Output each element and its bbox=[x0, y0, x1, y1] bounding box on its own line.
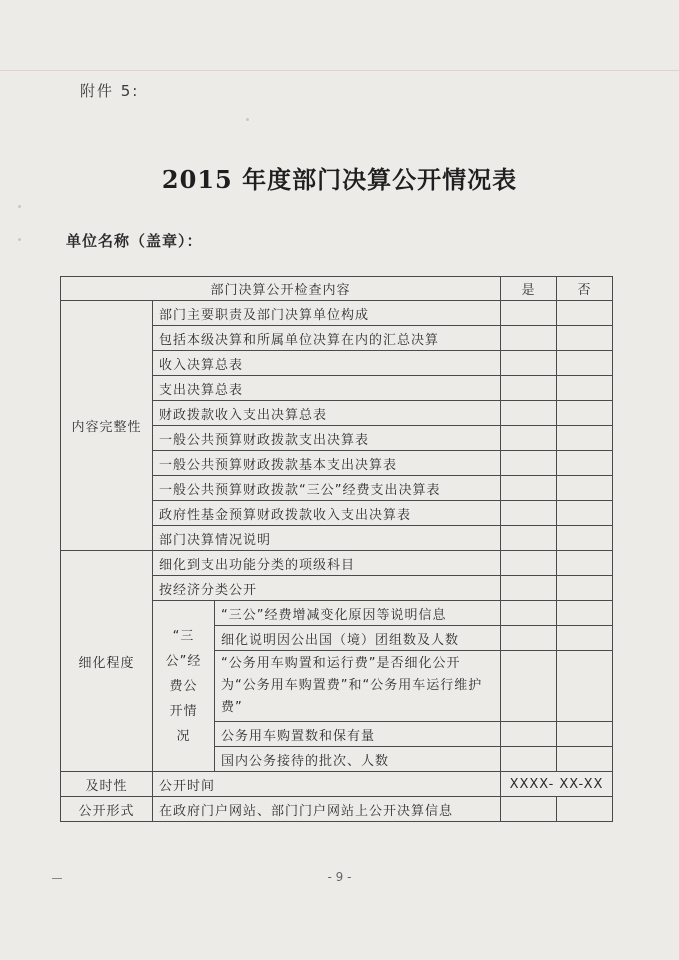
no-cell[interactable] bbox=[557, 651, 613, 722]
item-text: 公开时间 bbox=[153, 772, 501, 797]
document-title: 2015 年度部门决算公开情况表 bbox=[161, 165, 518, 194]
item-text: 一般公共预算财政拨款支出决算表 bbox=[153, 426, 501, 451]
no-cell[interactable] bbox=[557, 501, 613, 526]
item-text: 在政府门户网站、部门门户网站上公开决算信息 bbox=[153, 797, 501, 822]
header-yes: 是 bbox=[501, 277, 557, 301]
header-no: 否 bbox=[557, 277, 613, 301]
item-text: 支出决算总表 bbox=[153, 376, 501, 401]
no-cell[interactable] bbox=[557, 797, 613, 822]
yes-cell[interactable] bbox=[501, 476, 557, 501]
unit-name-label: 单位名称（盖章）： bbox=[66, 232, 203, 250]
publish-date-value[interactable]: XXXX- XX-XX bbox=[501, 772, 613, 797]
item-text: 国内公务接待的批次、人数 bbox=[215, 747, 501, 772]
item-text: 公务用车购置数和保有量 bbox=[215, 722, 501, 747]
yes-cell[interactable] bbox=[501, 351, 557, 376]
no-cell[interactable] bbox=[557, 747, 613, 772]
table-row bbox=[61, 772, 613, 797]
item-text: 按经济分类公开 bbox=[153, 576, 501, 601]
item-text: 财政拨款收入支出决算总表 bbox=[153, 401, 501, 426]
disclosure-check-table bbox=[60, 276, 613, 822]
yes-cell[interactable] bbox=[501, 576, 557, 601]
table-row bbox=[61, 301, 613, 326]
no-cell[interactable] bbox=[557, 526, 613, 551]
item-text: 细化说明因公出国（境）团组数及人数 bbox=[215, 626, 501, 651]
item-text: 包括本级决算和所属单位决算在内的汇总决算 bbox=[153, 326, 501, 351]
item-text: “三公”经费增减变化原因等说明信息 bbox=[215, 601, 501, 626]
category-completeness: 内容完整性 bbox=[61, 301, 153, 551]
no-cell[interactable] bbox=[557, 722, 613, 747]
item-text: “公务用车购置和运行费”是否细化公开为“公务用车购置费”和“公务用车运行维护费” bbox=[215, 651, 501, 722]
scan-speck bbox=[18, 205, 21, 208]
item-text: 收入决算总表 bbox=[153, 351, 501, 376]
yes-cell[interactable] bbox=[501, 601, 557, 626]
table-row bbox=[61, 797, 613, 822]
header-content: 部门决算公开检查内容 bbox=[61, 277, 501, 301]
yes-cell[interactable] bbox=[501, 376, 557, 401]
yes-cell[interactable] bbox=[501, 651, 557, 722]
no-cell[interactable] bbox=[557, 626, 613, 651]
no-cell[interactable] bbox=[557, 351, 613, 376]
yes-cell[interactable] bbox=[501, 747, 557, 772]
yes-cell[interactable] bbox=[501, 526, 557, 551]
no-cell[interactable] bbox=[557, 601, 613, 626]
yes-cell[interactable] bbox=[501, 722, 557, 747]
annex-label: 附件 5: bbox=[80, 82, 140, 100]
no-cell[interactable] bbox=[557, 326, 613, 351]
yes-cell[interactable] bbox=[501, 301, 557, 326]
scan-speck bbox=[246, 118, 249, 121]
category-detail: 细化程度 bbox=[61, 551, 153, 772]
no-cell[interactable] bbox=[557, 476, 613, 501]
top-rule bbox=[0, 70, 679, 71]
yes-cell[interactable] bbox=[501, 501, 557, 526]
item-text: 一般公共预算财政拨款基本支出决算表 bbox=[153, 451, 501, 476]
no-cell[interactable] bbox=[557, 551, 613, 576]
no-cell[interactable] bbox=[557, 301, 613, 326]
no-cell[interactable] bbox=[557, 451, 613, 476]
scan-speck bbox=[18, 238, 21, 241]
table-header-row bbox=[61, 277, 613, 301]
item-text: 一般公共预算财政拨款“三公”经费支出决算表 bbox=[153, 476, 501, 501]
page-number: - 9 - bbox=[327, 870, 352, 884]
yes-cell[interactable] bbox=[501, 551, 557, 576]
no-cell[interactable] bbox=[557, 376, 613, 401]
table-row bbox=[61, 551, 613, 576]
no-cell[interactable] bbox=[557, 426, 613, 451]
category-timeliness: 及时性 bbox=[61, 772, 153, 797]
yes-cell[interactable] bbox=[501, 326, 557, 351]
subcategory-label: “三公”经费公开情况 bbox=[165, 628, 202, 744]
item-text: 细化到支出功能分类的项级科目 bbox=[153, 551, 501, 576]
yes-cell[interactable] bbox=[501, 626, 557, 651]
yes-cell[interactable] bbox=[501, 797, 557, 822]
item-text: 部门决算情况说明 bbox=[153, 526, 501, 551]
yes-cell[interactable] bbox=[501, 426, 557, 451]
no-cell[interactable] bbox=[557, 576, 613, 601]
item-text: 政府性基金预算财政拨款收入支出决算表 bbox=[153, 501, 501, 526]
yes-cell[interactable] bbox=[501, 451, 557, 476]
item-text: 部门主要职责及部门决算单位构成 bbox=[153, 301, 501, 326]
yes-cell[interactable] bbox=[501, 401, 557, 426]
no-cell[interactable] bbox=[557, 401, 613, 426]
subcategory-three-public bbox=[153, 601, 215, 772]
category-form: 公开形式 bbox=[61, 797, 153, 822]
